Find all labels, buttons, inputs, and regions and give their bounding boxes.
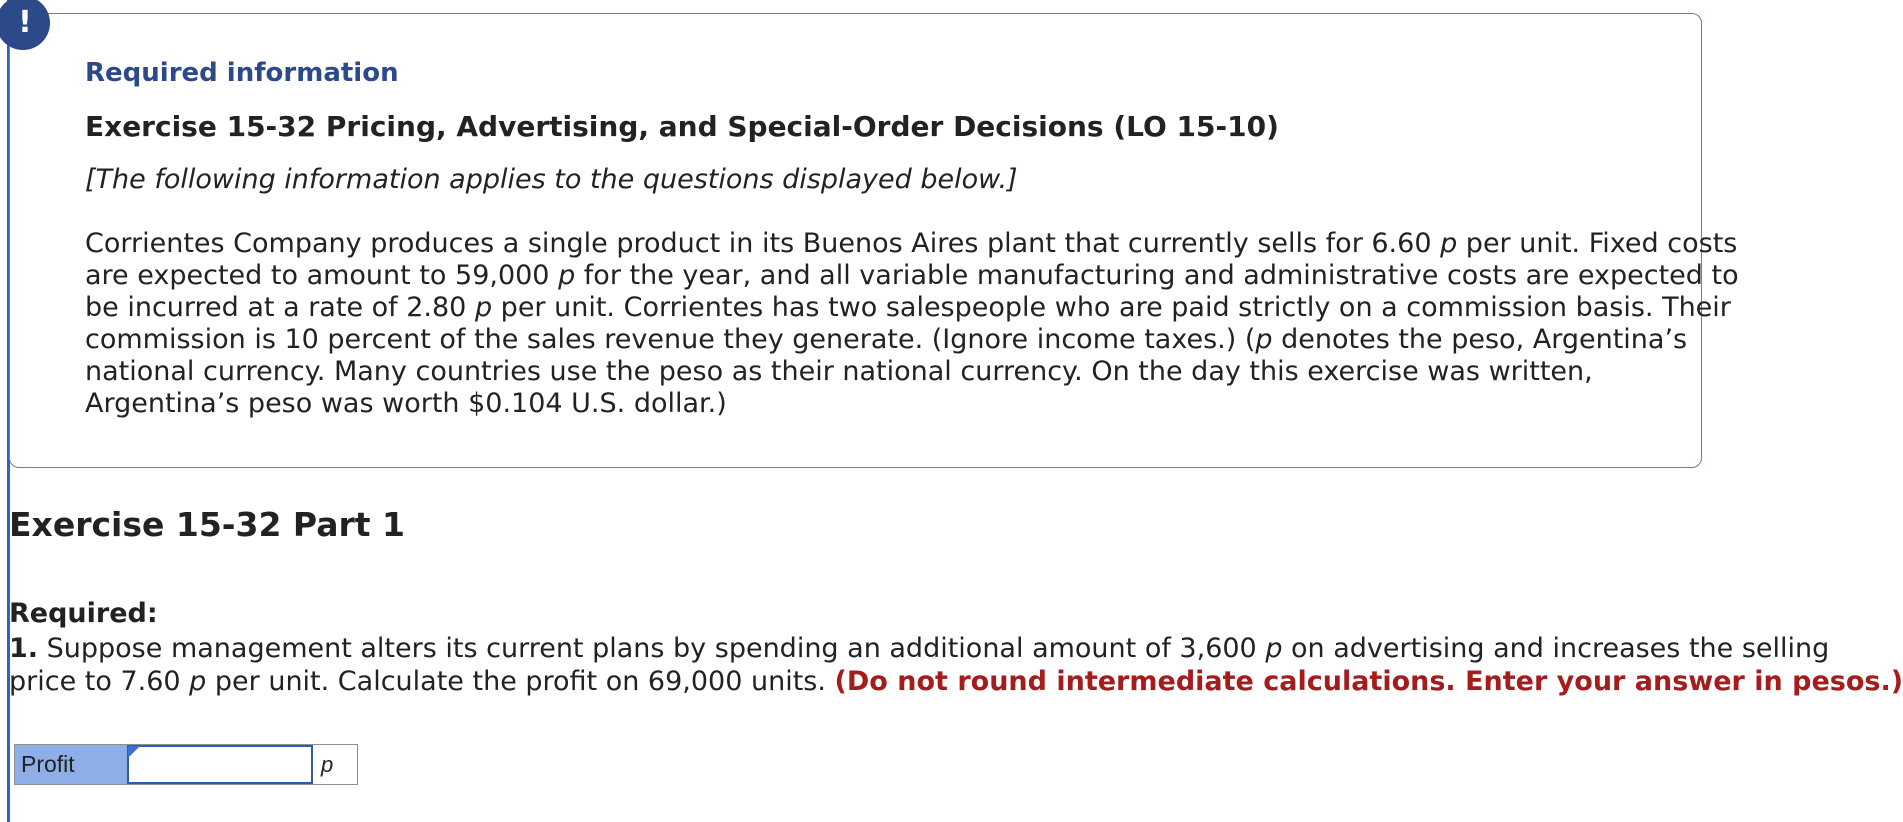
- question-line: 1. Suppose management alters its current plans by spending an additional amount of 3,600 p on advertising and increases the selling: [9, 633, 1830, 664]
- intro-note: [The following information applies to the questions displayed below.]: [85, 164, 1018, 195]
- description-line: Argentina’s peso was worth $0.104 U.S. dollar.): [85, 388, 727, 419]
- part-heading: Exercise 15-32 Part 1: [9, 505, 405, 544]
- description-line: national currency. Many countries use the peso as their national currency. On the day this exercise was written,: [85, 356, 1593, 387]
- peso-unit-label: p: [321, 752, 334, 777]
- exercise-title: Exercise 15-32 Pricing, Advertising, and Special-Order Decisions (LO 15-10): [85, 110, 1279, 143]
- question-text: [9, 632, 1903, 698]
- required-information-heading: Required information: [85, 58, 399, 88]
- rounding-instruction: (Do not round intermediate calculations. Enter your answer in pesos.): [834, 666, 1903, 697]
- description-line: commission is 10 percent of the sales revenue they generate. (Ignore income taxes.) (p denotes the peso, Argentina’s: [85, 324, 1688, 355]
- profit-input-cell[interactable]: [127, 745, 313, 784]
- profit-label: Profit: [15, 745, 127, 784]
- description-line: are expected to amount to 59,000 p for the year, and all variable manufacturing and administrative costs are expected to: [85, 260, 1739, 291]
- input-flag-icon: [128, 746, 140, 758]
- profit-input[interactable]: [129, 747, 311, 782]
- answer-row: [14, 744, 358, 785]
- question-line: price to 7.60 p per unit. Calculate the profit on 69,000 units. (Do not round intermediate calculations. Enter your answer in pesos.): [9, 666, 1903, 697]
- problem-description: [85, 228, 1739, 420]
- question-number: 1.: [9, 633, 39, 664]
- alert-icon: !: [0, 0, 50, 50]
- required-label: Required:: [9, 598, 158, 629]
- description-line: be incurred at a rate of 2.80 p per unit. Corrientes has two salespeople who are paid strictly on a commission basis. Their: [85, 292, 1731, 323]
- description-line: Corrientes Company produces a single product in its Buenos Aires plant that currently sells for 6.60 p per unit. Fixed costs: [85, 228, 1738, 259]
